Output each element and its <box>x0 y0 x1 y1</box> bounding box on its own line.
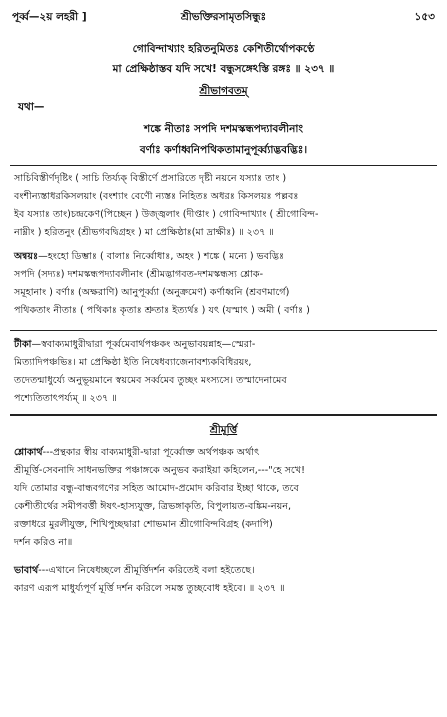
text-line: মিত্যাদিপঞ্চভিঃ। মা প্রেক্ষিষ্ঠা ইতি নিষেধব্যাজেনাবশ্যকবিধিরয়ং, <box>14 357 252 368</box>
header-section: পূর্ব্ব—২য় লহরী ] <box>12 11 87 23</box>
text-line: ভাবার্থ---এখানে নিষেধচ্ছলে শ্রীমূর্ত্তিদর্শন করিতেই বলা হইতেছে। <box>14 565 255 576</box>
verse-line: গোবিন্দাখ্যাং হরিতনুমিতঃ কেশিতীর্থোপকণ্ঠে <box>132 43 315 55</box>
text-line: অন্বয়ঃ—হংহো ডিম্ভাঃ ( বালাঃ নির্ব্বোধাঃ, অহং ) শঙ্কে ( মন্যে ) ভবদ্ভিঃ <box>14 251 285 262</box>
text-line: শ্রীমূর্ত্তি-সেবনাদি সাধনভক্তির পঞ্চাঙ্গকে অনুভব করাইয়া কহিলেন,---"হে সখে! <box>14 465 305 476</box>
text-line: সমূহানাং ) বর্ণাঃ (অক্ষরাণি) আনুপূর্ব্ব্যা (অনুক্রমেণ) কর্ণাধ্বনি (শ্রবণমার্গে) <box>14 287 290 298</box>
divider <box>10 414 437 416</box>
divider <box>10 165 437 166</box>
text-line: দর্শন করিও না॥ <box>14 537 73 548</box>
divider <box>10 330 437 331</box>
text-line: শ্লোকার্থ---প্রন্থকার স্বীয় বাক্যমাধুরী-দ্বারা পূর্ব্বোক্ত অর্থপঞ্চক অর্থাৎ <box>14 447 260 458</box>
text-line: রক্তাধরে মুরলীযুক্ত, শিখিপুচ্ছদ্বারা শোভমান শ্রীগোবিন্দবিগ্রহ (কদাপি) <box>14 519 273 530</box>
text-line: যদি তোমার বন্ধু-বান্ধবগণের সহিত আমোদ-প্রমোদ করিবার ইচ্ছা থাকে, তবে <box>14 483 299 494</box>
text-line: সাচিবিস্তীর্ণদৃষ্টিং ( সাচি তির্য্যক্ বিস্তীর্ণে প্রসারিতে দৃষ্টী নয়নে যস্যাঃ তাং ) <box>14 173 287 184</box>
text-line: কারণ এরূপ মাধুর্য্যপূর্ণ মূর্ত্তি দর্শন করিলে সমস্ত তুচ্ছবোধ হইবে। ॥ ২৩৭ ॥ <box>14 583 285 594</box>
tika-label: টীকা <box>14 339 32 350</box>
verse-line: শঙ্কে নীতাঃ সপদি দশমস্কন্ধপদ্যাবলীনাং <box>143 123 304 135</box>
verse-line: বর্ণাঃ কর্ণাধ্বনিপথিকতামানুপূর্ব্ব্যাদ্ভবদ্ভিঃ। <box>139 144 308 156</box>
source-title: শ্রীভাগবতম্ <box>199 85 248 97</box>
page-header <box>12 10 435 26</box>
text-line: সপদি (সদ্যঃ) দশমস্কন্ধপদ্যাবলীনাং (শ্রীমদ্ভাগবত-দশমস্কন্ধস্য শ্লোক- <box>14 269 264 280</box>
text-line: নাম্নীং ) হরিতনুং (শ্রীভগবদ্বিগ্রহং ) মা প্রেক্ষিষ্ঠাঃ(মা দ্রাক্ষীঃ) ॥ ২৩৭ ॥ <box>14 227 274 238</box>
shlokartha-label: শ্লোকার্থ <box>14 447 43 458</box>
tika-paragraph <box>14 336 433 408</box>
anvaya-label: অন্বয়ঃ <box>14 251 39 262</box>
page-number: ১৫৩ <box>414 11 435 23</box>
text-line: তদেতন্মাধুর্য্যে অনুভূয়মানে স্বয়মেব সর্ব্বমেব তুচ্ছং মংস্যসে। তস্মাদেনামেব <box>14 375 287 386</box>
bhavartha-paragraph <box>14 562 433 598</box>
text-line: পথিকতাং নীতাঃ ( পথিকাঃ কৃতাঃ শ্রুতাঃ ইত্যর্থঃ ) যৎ (যস্মাৎ ) অমী ( বর্ণাঃ ) <box>14 305 310 316</box>
text-line: টীকা—স্ববাক্যমাধুরীদ্বারা পূর্ব্বমেবার্থপঞ্চকং অনুভাবয়ন্নাহ—স্মেরা- <box>14 339 256 350</box>
text-line: ইব যস্যাঃ তাং)চন্দ্রকেণ(পিচ্ছেন ) উজ্জ্বলাং (দীপ্তাং ) গোবিন্দাখ্যাং ( শ্রীগোবিন্দ- <box>14 209 319 220</box>
yatha-label: যথা— <box>18 101 45 113</box>
text-line: কেশীতীর্থের সমীপবর্ত্তী ঈষৎ-হাস্যযুক্ত, ত্রিভঙ্গাকৃতি, বিপুলায়ত-বঙ্কিম-নয়ন, <box>14 501 292 512</box>
verse-line: মা প্রেক্ষিষ্ঠাস্তব যদি সখে! বন্ধুসঙ্গেঽস্তি রঙ্গঃ ॥ ২৩৭ ॥ <box>112 63 335 75</box>
text-line: পশ্যেতিতাৎপর্য্যম্ ॥ ২৩৭ ॥ <box>14 393 117 404</box>
shlokartha-paragraph <box>14 444 433 552</box>
commentary-paragraph <box>14 170 433 242</box>
section-title: শ্রীমূর্ত্তি <box>209 424 238 436</box>
header-book-title: শ্রীভক্তিরসামৃতসিন্ধুঃ <box>180 11 267 23</box>
text-line: বংশীন্যস্তাধরকিসলয়াং (বংশ্যাং বেণৌ ন্যস্তঃ নিহিতঃ অধরঃ কিসলয়ঃ পল্লবঃ <box>14 191 299 202</box>
bhavartha-label: ভাবার্থ <box>14 565 39 576</box>
anvaya-paragraph <box>14 248 433 320</box>
